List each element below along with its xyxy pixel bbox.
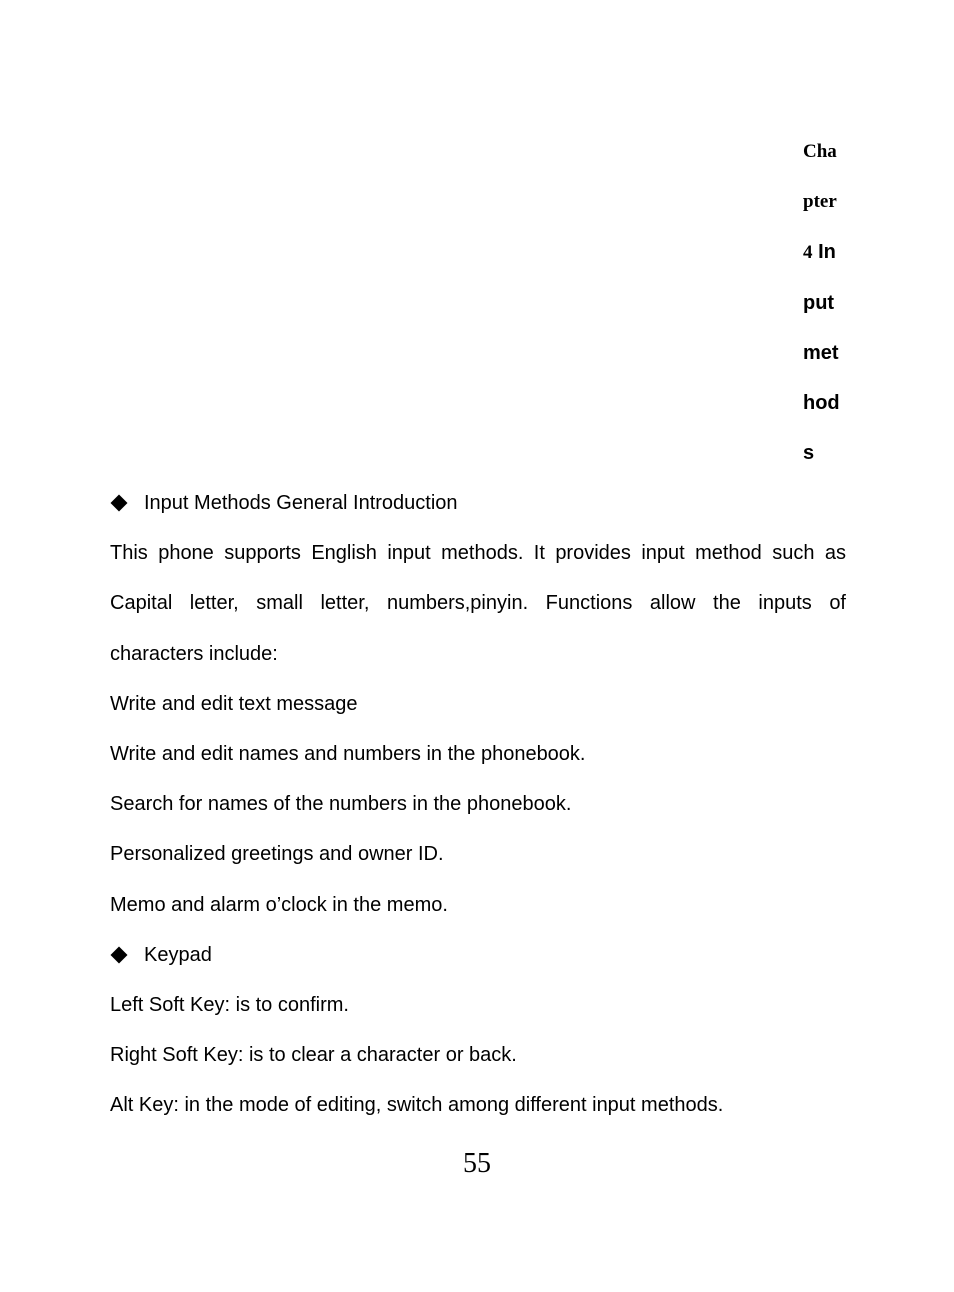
section-heading-keypad — [110, 938, 846, 988]
section-title: Keypad — [144, 943, 212, 966]
chapter-heading-fragment: hod — [803, 391, 840, 414]
section-title: Input Methods General Introduction — [144, 492, 458, 515]
list-item: Right Soft Key: is to clear a character or back. — [110, 1044, 517, 1067]
diamond-bullet-icon — [111, 495, 128, 512]
chapter-heading-fragment: Cha — [803, 141, 837, 162]
chapter-heading-fragment: met — [803, 341, 839, 364]
paragraph-line: Capital letter, small letter, numbers,pinyin. Functions allow the inputs of — [110, 592, 846, 615]
list-item: Alt Key: in the mode of editing, switch among different input methods. — [110, 1094, 724, 1117]
page-number: 55 — [463, 1148, 491, 1179]
list-item: Memo and alarm o’clock in the memo. — [110, 893, 448, 916]
list-item: Left Soft Key: is to confirm. — [110, 993, 349, 1016]
list-item: Search for names of the numbers in the phonebook. — [110, 793, 572, 816]
paragraph-line: characters include: — [110, 642, 278, 665]
chapter-heading-fragment: s — [803, 442, 815, 465]
chapter-number: 4 — [803, 242, 813, 264]
list-item: Personalized greetings and owner ID. — [110, 843, 444, 866]
paragraph-line: This phone supports English input methods. It provides input method such as — [110, 542, 846, 565]
list-item: Write and edit names and numbers in the phonebook. — [110, 742, 586, 765]
chapter-heading — [803, 135, 863, 486]
chapter-heading-fragment: pter — [803, 191, 837, 213]
chapter-heading-fragment: put — [803, 291, 835, 314]
diamond-bullet-icon — [111, 946, 128, 963]
list-item: Write and edit text message — [110, 692, 358, 715]
body-text — [110, 486, 846, 1138]
chapter-heading-line — [803, 235, 863, 285]
section-heading-intro — [110, 486, 846, 536]
chapter-heading-fragment: In — [818, 241, 836, 264]
